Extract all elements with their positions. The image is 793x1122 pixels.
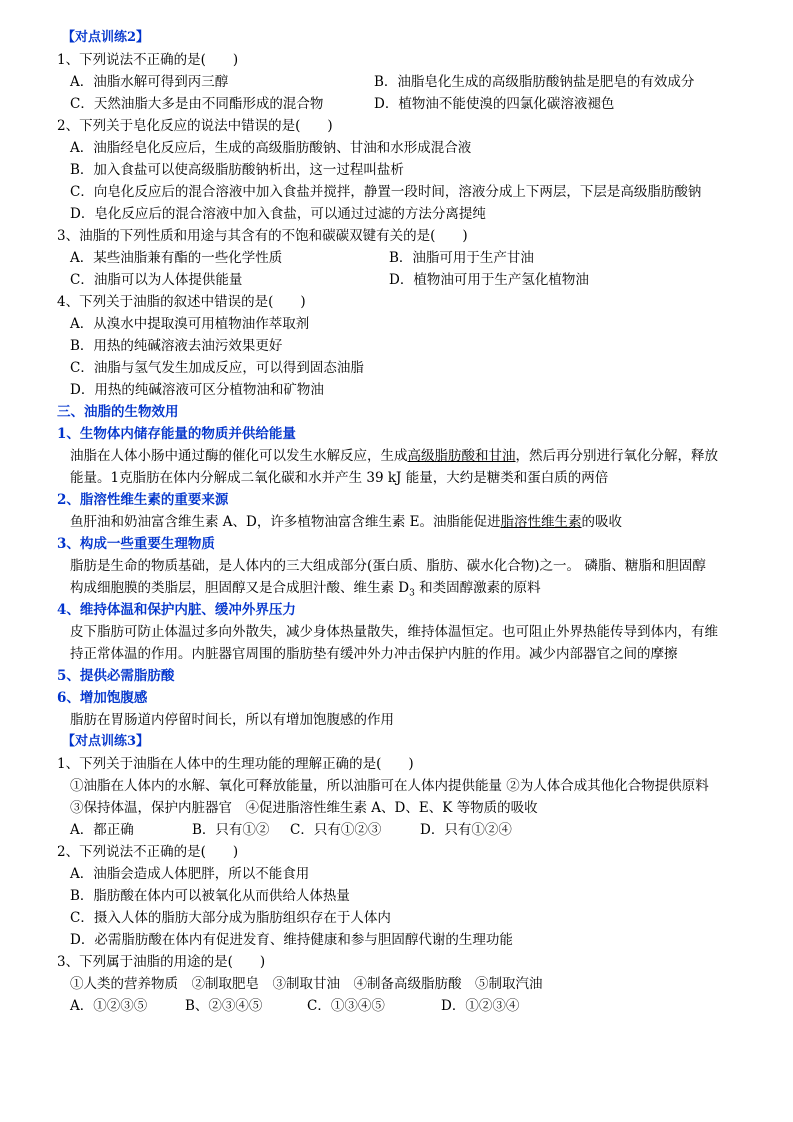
answer-a: A．①②③⑤: [70, 998, 148, 1014]
underlined-term: 脂溶性维生素: [500, 514, 582, 530]
question-3-2-option-d: D．必需脂肪酸在体内有促进发育、维持健康和参与胆固醇代谢的生理功能: [70, 932, 513, 948]
answer-c: C．①③④⑤: [307, 998, 385, 1014]
question-2-3-option-c: C．油脂可以为人体提供能量: [70, 272, 243, 288]
question-2-4-stem: 4、下列关于油脂的叙述中错误的是( ): [57, 294, 306, 310]
question-2-4-option-b: B．用热的纯碱溶液去油污效果更好: [70, 338, 283, 354]
section3-item5-heading: 5、提供必需脂肪酸: [57, 668, 175, 684]
section3-item1-line1: [70, 445, 718, 467]
section3-title: 三、油脂的生物效用: [57, 404, 179, 420]
section3-item6-heading: 6、增加饱腹感: [57, 690, 148, 706]
subscript: 3: [409, 588, 415, 599]
question-2-2-stem: 2、下列关于皂化反应的说法中错误的是( ): [57, 118, 333, 134]
underlined-term: 高级脂肪酸和甘油: [407, 448, 516, 464]
question-3-2-stem: 2、下列说法不正确的是( ): [57, 844, 239, 860]
question-2-3-stem: 3、油脂的下列性质和用途与其含有的不饱和碳碳双键有关的是( ): [57, 228, 468, 244]
section3-item3-line1: 脂肪是生命的物质基础，是人体内的三大组成部分(蛋白质、脂肪、碳水化合物)之一。 磷脂、糖脂和胆固醇: [70, 558, 706, 574]
answer-d: D．①②③④: [441, 998, 520, 1014]
question-2-1-option-a: A．油脂水解可得到丙三醇: [70, 74, 229, 90]
question-2-2-option-b: B．加入食盐可以使高级脂肪酸钠析出，这一过程叫盐析: [70, 162, 404, 178]
answer-b: B、②③④⑤: [185, 998, 263, 1014]
question-2-3-option-b: B．油脂可用于生产甘油: [389, 250, 534, 266]
question-2-1-option-b: B．油脂皂化生成的高级脂肪酸钠盐是肥皂的有效成分: [374, 74, 695, 90]
answer-d: D．只有①②④: [420, 822, 512, 838]
question-3-1-stem: 1、下列关于油脂在人体中的生理功能的理解正确的是( ): [57, 756, 414, 772]
question-2-4-option-c: C．油脂与氢气发生加成反应，可以得到固态油脂: [70, 360, 364, 376]
question-3-3-stem: 3、下列属于油脂的用途的是( ): [57, 954, 266, 970]
question-2-2-option-d: D．皂化反应后的混合溶液中加入食盐，可以通过过滤的方法分离提纯: [70, 206, 486, 222]
question-3-2-option-a: A．油脂会造成人体肥胖，所以不能食用: [70, 866, 310, 882]
section3-item4-heading: 4、维持体温和保护内脏、缓冲外界压力: [57, 602, 296, 618]
section3-item1-heading: 1、生物体内储存能量的物质并供给能量: [57, 426, 296, 442]
question-3-3-line1: ①人类的营养物质 ②制取肥皂 ③制取甘油 ④制备高级脂肪酸 ⑤制取汽油: [70, 976, 543, 992]
question-2-1-stem: 1、下列说法不正确的是( ): [57, 52, 239, 68]
section3-item3-heading: 3、构成一些重要生理物质: [57, 536, 215, 552]
training3-header: 【对点训练3】: [62, 734, 150, 749]
section3-item3-line2: [70, 577, 541, 599]
question-3-2-option-c: C．摄入人体的脂肪大部分成为脂肪组织存在于人体内: [70, 910, 391, 926]
question-3-2-option-b: B．脂肪酸在体内可以被氧化从而供给人体热量: [70, 888, 350, 904]
section3-item4-line1: 皮下脂肪可防止体温过多向外散失，减少身体热量散失，维持体温恒定。也可阻止外界热能传导到体内，有维: [70, 624, 718, 640]
text: 的吸收: [581, 514, 623, 530]
question-2-2-option-c: C．向皂化反应后的混合溶液中加入食盐并搅拌，静置一段时间，溶液分成上下两层，下层是高级脂肪酸钠: [70, 184, 702, 200]
question-2-4-option-d: D．用热的纯碱溶液可区分植物油和矿物油: [70, 382, 324, 398]
question-2-1-option-d: D．植物油不能使溴的四氯化碳溶液褪色: [374, 96, 615, 112]
section3-item1-line2: 能量。1克脂肪在体内分解成二氧化碳和水并产生 39 kJ 能量，大约是糖类和蛋白质的两倍: [70, 470, 609, 486]
question-2-4-option-a: A．从溴水中提取溴可用植物油作萃取剂: [70, 316, 310, 332]
question-2-3-option-d: D．植物油可用于生产氢化植物油: [389, 272, 589, 288]
section3-item2-heading: 2、脂溶性维生素的重要来源: [57, 492, 229, 508]
question-2-1-option-c: C．天然油脂大多是由不同酯形成的混合物: [70, 96, 324, 112]
text: ，然后再分别进行氧化分解，释放: [515, 448, 718, 464]
question-2-3-option-a: A．某些油脂兼有酯的一些化学性质: [70, 250, 283, 266]
text: 构成细胞膜的类脂层，胆固醇又是合成胆汁酸、维生素 D: [70, 580, 410, 596]
question-3-1-line2: ③保持体温，保护内脏器官 ④促进脂溶性维生素 A、D、E、K 等物质的吸收: [70, 800, 538, 816]
answer-a: A．都正确: [70, 822, 134, 838]
training2-header: 【对点训练2】: [62, 30, 150, 45]
answer-c: C．只有①②③: [290, 822, 382, 838]
text: 油脂在人体小肠中通过酶的催化可以发生水解反应，生成: [70, 448, 408, 464]
section3-item4-line2: 持正常体温的作用。内脏器官周围的脂肪垫有缓冲外力冲击保护内脏的作用。减少内部器官之间的摩擦: [70, 646, 678, 662]
answer-b: B．只有①②: [192, 822, 270, 838]
question-3-1-line1: ①油脂在人体内的水解、氧化可释放能量，所以油脂可在人体内提供能量 ②为人体合成其他化合物提供原料: [70, 778, 709, 794]
section3-item6-line1: 脂肪在胃肠道内停留时间长，所以有增加饱腹感的作用: [70, 712, 394, 728]
text: 和类固醇激素的原料: [414, 580, 541, 596]
question-2-2-option-a: A．油脂经皂化反应后，生成的高级脂肪酸钠、甘油和水形成混合液: [70, 140, 472, 156]
section3-item2-line1: [70, 511, 622, 533]
text: 鱼肝油和奶油富含维生素 A、D，许多植物油富含维生素 E。油脂能促进: [70, 514, 501, 530]
